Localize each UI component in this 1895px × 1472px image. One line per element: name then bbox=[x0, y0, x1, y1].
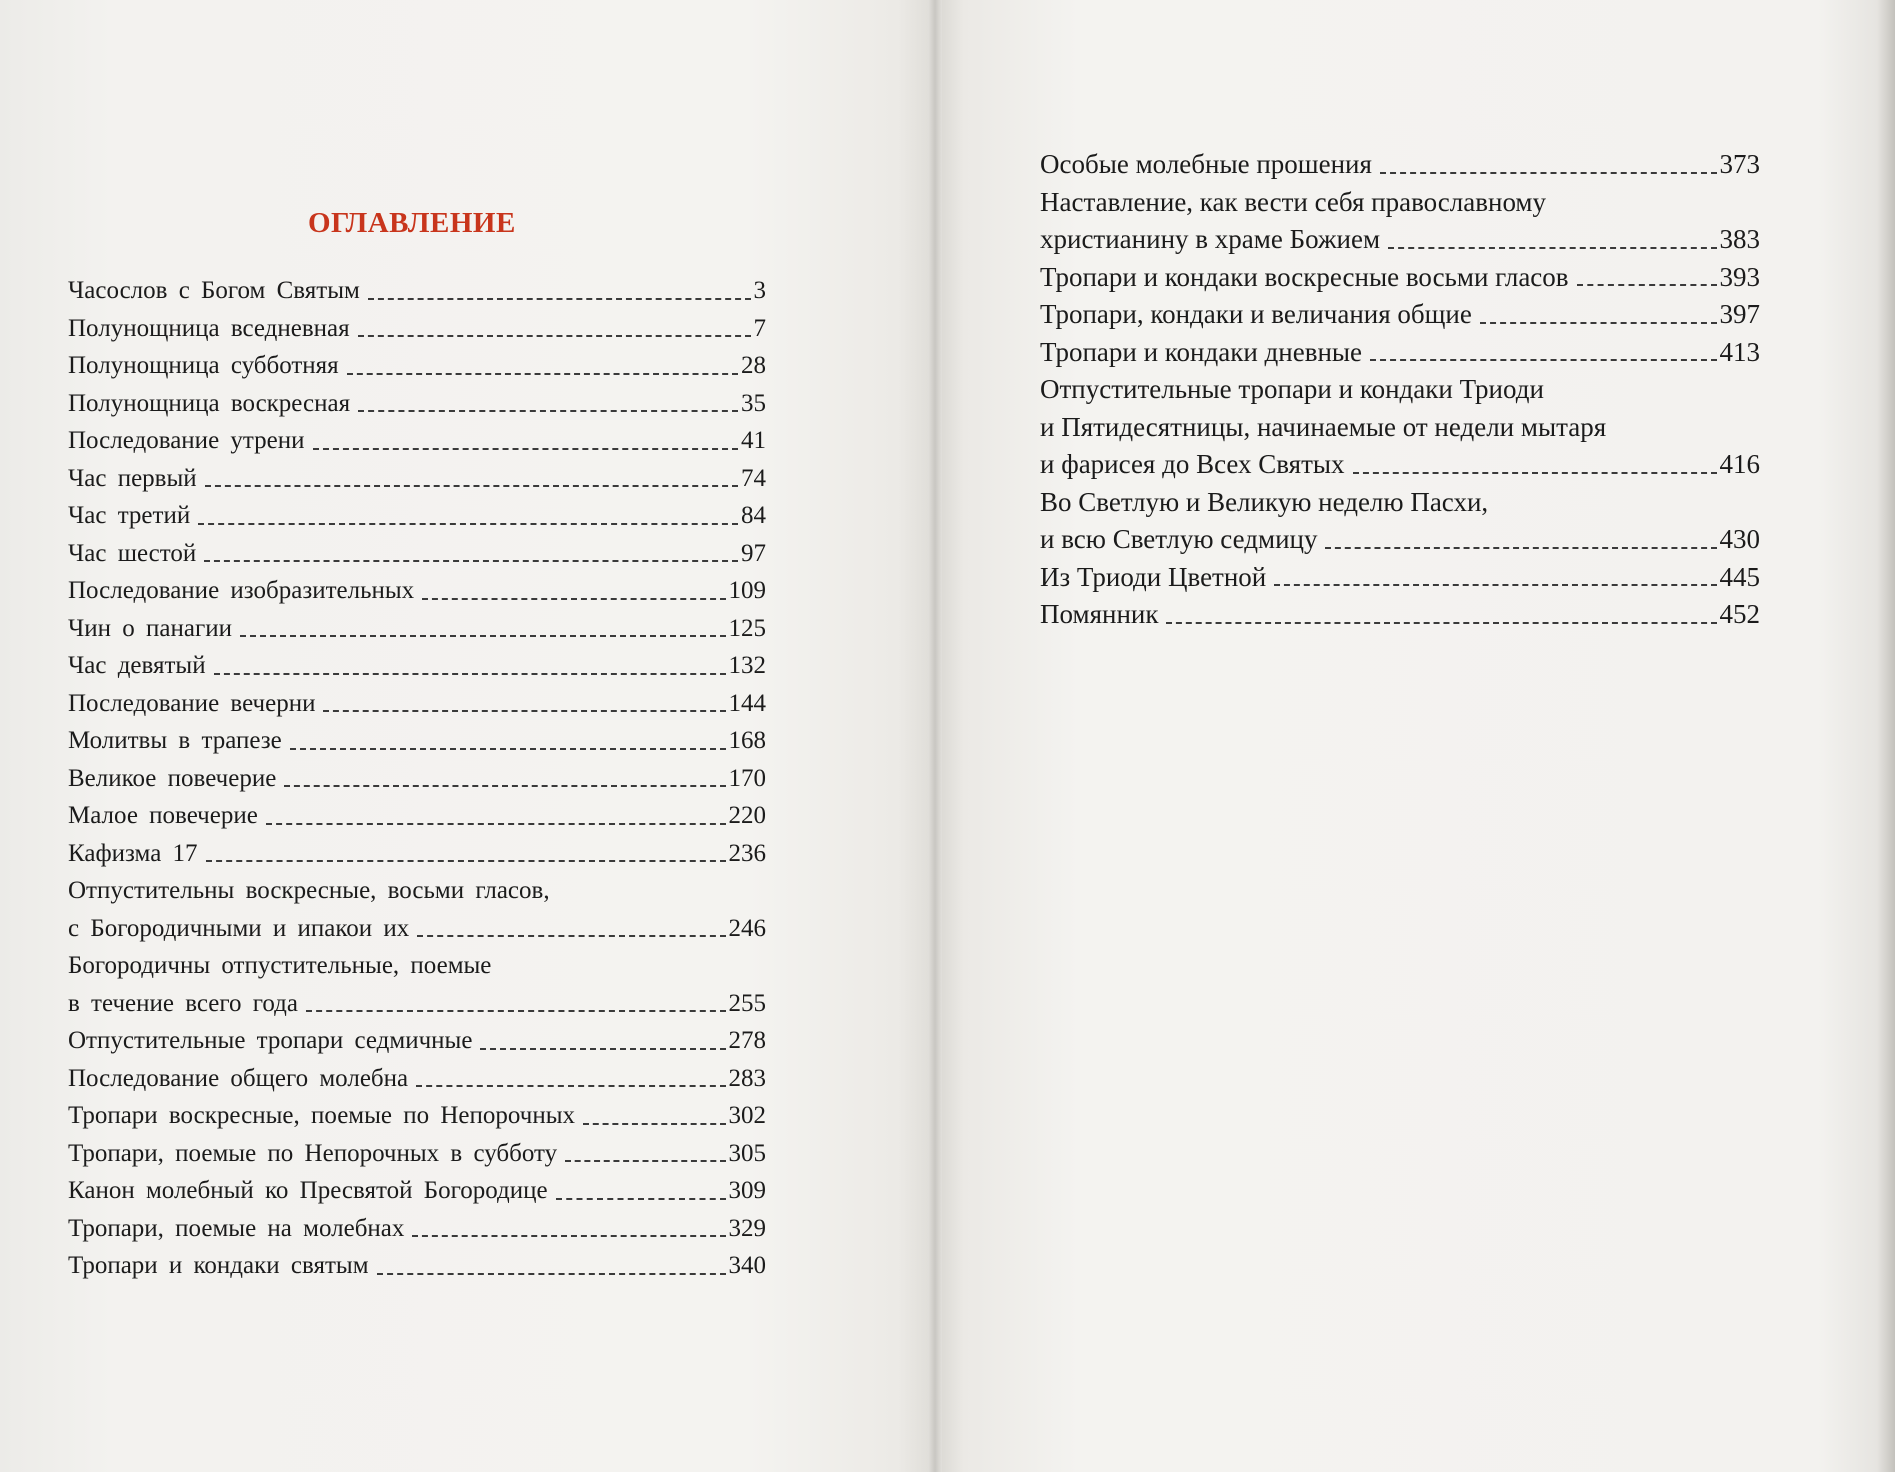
toc-entry-line bbox=[68, 1247, 766, 1285]
toc-entry bbox=[1040, 334, 1760, 372]
toc-page-number: 278 bbox=[728, 1027, 766, 1054]
toc-page-number: 3 bbox=[753, 277, 766, 304]
book-gutter bbox=[928, 0, 942, 1472]
toc-entry-line bbox=[1040, 146, 1760, 184]
toc-entry-title: Часослов с Богом Святым bbox=[68, 277, 360, 304]
toc-entry-line bbox=[68, 497, 766, 535]
toc-entry bbox=[68, 272, 766, 310]
toc-entry-line bbox=[68, 310, 766, 348]
toc-entry-title: Отпустительные тропари седмичные bbox=[68, 1027, 473, 1054]
toc-entry-title: в течение всего года bbox=[68, 989, 298, 1017]
toc-page-number: 84 bbox=[741, 502, 766, 529]
dot-leader bbox=[1380, 172, 1717, 174]
toc-page-number: 74 bbox=[741, 464, 766, 492]
toc-entry-line bbox=[68, 1210, 766, 1248]
toc-entry bbox=[68, 422, 766, 460]
toc-entry-line bbox=[68, 685, 766, 723]
dot-leader bbox=[214, 673, 726, 675]
toc-entry bbox=[68, 797, 766, 835]
toc-entry-line bbox=[68, 1172, 766, 1210]
toc-entry-title: Богородичны отпустительные, поемые bbox=[68, 952, 492, 979]
dot-leader bbox=[266, 823, 726, 825]
toc-page-number: 132 bbox=[728, 652, 766, 679]
toc-entry bbox=[1040, 596, 1760, 634]
dot-leader bbox=[206, 860, 726, 862]
toc-entry-line bbox=[1040, 446, 1760, 484]
toc-entry-title: Последование утрени bbox=[68, 427, 305, 454]
toc-entry bbox=[68, 685, 766, 723]
toc-entry bbox=[68, 497, 766, 535]
toc-entry-title: Чин о панагии bbox=[68, 614, 232, 642]
toc-page-number: 97 bbox=[741, 539, 766, 567]
dot-leader bbox=[358, 410, 738, 412]
toc-list-left bbox=[68, 272, 766, 1285]
toc-entry-line bbox=[1040, 184, 1760, 222]
dot-leader bbox=[565, 1160, 725, 1162]
toc-entry-title: Тропари, кондаки и величания общие bbox=[1040, 299, 1472, 329]
toc-title: ОГЛАВЛЕНИЕ bbox=[308, 207, 516, 240]
dot-leader bbox=[1325, 547, 1716, 549]
toc-entry bbox=[68, 647, 766, 685]
toc-entry-line bbox=[68, 1060, 766, 1098]
toc-entry-title: и фарисея до Всех Святых bbox=[1040, 449, 1345, 479]
toc-entry-line bbox=[1040, 371, 1760, 409]
toc-page-number: 302 bbox=[728, 1102, 766, 1129]
toc-entry-title: Тропари воскресные, поемые по Непорочных bbox=[68, 1102, 576, 1129]
dot-leader bbox=[290, 748, 726, 750]
toc-entry bbox=[68, 1022, 766, 1060]
dot-leader bbox=[1577, 284, 1717, 286]
toc-page-number: 246 bbox=[728, 914, 766, 942]
toc-page-number: 329 bbox=[728, 1214, 766, 1242]
toc-entry-line bbox=[68, 1135, 766, 1173]
toc-page-number: 430 bbox=[1719, 524, 1760, 554]
toc-entry-line bbox=[1040, 596, 1760, 634]
toc-page-number: 7 bbox=[753, 314, 766, 342]
toc-entry-title: Полунощница вседневная bbox=[68, 314, 350, 342]
toc-page-number: 309 bbox=[728, 1177, 766, 1204]
toc-entry-line bbox=[1040, 334, 1760, 372]
toc-entry-line bbox=[68, 610, 766, 648]
toc-entry bbox=[68, 572, 766, 610]
toc-page-number: 144 bbox=[728, 689, 766, 717]
dot-leader bbox=[205, 485, 738, 487]
toc-entry-line bbox=[68, 460, 766, 498]
toc-page-number: 305 bbox=[728, 1139, 766, 1167]
toc-page-number: 445 bbox=[1719, 561, 1760, 592]
toc-entry-line bbox=[68, 872, 766, 910]
toc-entry-line bbox=[68, 1022, 766, 1060]
toc-entry bbox=[68, 760, 766, 798]
toc-entry bbox=[1040, 296, 1760, 334]
toc-entry-title: Во Светлую и Великую неделю Пасхи, bbox=[1040, 486, 1489, 517]
toc-entry-title: Канон молебный ко Пресвятой Богородице bbox=[68, 1177, 548, 1204]
dot-leader bbox=[1353, 472, 1717, 474]
dot-leader bbox=[313, 448, 739, 450]
toc-page-number: 168 bbox=[728, 727, 766, 754]
toc-entry-line bbox=[68, 797, 766, 835]
toc-page-number: 340 bbox=[728, 1252, 766, 1279]
toc-entry-title: Последование вечерни bbox=[68, 689, 316, 717]
toc-entry bbox=[1040, 146, 1760, 184]
dot-leader bbox=[198, 523, 738, 525]
toc-entry-title: Час третий bbox=[68, 502, 191, 529]
toc-page-number: 35 bbox=[741, 389, 766, 417]
toc-entry-title: и Пятидесятницы, начинаемые от недели мытаря bbox=[1040, 411, 1607, 442]
toc-entry-title: Из Триоди Цветной bbox=[1040, 561, 1267, 592]
toc-entry bbox=[68, 835, 766, 873]
toc-entry-title: Тропари и кондаки дневные bbox=[1040, 336, 1363, 367]
toc-entry-title: Особые молебные прошения bbox=[1040, 149, 1372, 179]
toc-entry-line bbox=[68, 1097, 766, 1135]
toc-entry-title: Полунощница воскресная bbox=[68, 389, 351, 417]
dot-leader bbox=[1480, 322, 1717, 324]
toc-page-number: 373 bbox=[1719, 149, 1760, 179]
page-edge-shadow bbox=[1877, 0, 1895, 1472]
dot-leader bbox=[358, 335, 751, 337]
toc-entry-title: Тропари и кондаки воскресные восьми гласов bbox=[1040, 261, 1569, 292]
toc-entry-line bbox=[68, 272, 766, 310]
toc-entry-title: и всю Светлую седмицу bbox=[1040, 524, 1318, 554]
toc-entry bbox=[68, 722, 766, 760]
toc-page-number: 41 bbox=[741, 427, 766, 454]
toc-entry-title: Тропари, поемые на молебнах bbox=[68, 1214, 405, 1242]
toc-entry-line bbox=[68, 422, 766, 460]
toc-entry-title: Молитвы в трапезе bbox=[68, 727, 282, 754]
dot-leader bbox=[377, 1273, 726, 1275]
dot-leader bbox=[347, 373, 738, 375]
toc-entry-title: Наставление, как вести себя православному bbox=[1040, 186, 1547, 217]
toc-entry bbox=[68, 347, 766, 385]
toc-list-right bbox=[1040, 146, 1760, 634]
toc-entry bbox=[68, 872, 766, 947]
toc-entry-title: христианину в храме Божием bbox=[1040, 224, 1381, 254]
toc-entry-line bbox=[68, 985, 766, 1023]
dot-leader bbox=[323, 710, 725, 712]
dot-leader bbox=[368, 298, 751, 300]
dot-leader bbox=[1166, 622, 1716, 624]
toc-page-number: 109 bbox=[728, 577, 766, 604]
toc-page-number: 283 bbox=[728, 1064, 766, 1092]
toc-entry-line bbox=[1040, 409, 1760, 447]
toc-entry-line bbox=[68, 835, 766, 873]
toc-entry-line bbox=[68, 572, 766, 610]
dot-leader bbox=[417, 935, 725, 937]
toc-entry-line bbox=[1040, 484, 1760, 522]
toc-entry bbox=[1040, 484, 1760, 559]
toc-entry bbox=[68, 535, 766, 573]
toc-entry-title: Кафизма 17 bbox=[68, 839, 198, 867]
toc-entry-title: Тропари и кондаки святым bbox=[68, 1252, 369, 1279]
toc-entry bbox=[1040, 184, 1760, 259]
toc-entry-line bbox=[68, 947, 766, 985]
dot-leader bbox=[306, 1010, 726, 1012]
dot-leader bbox=[480, 1048, 725, 1050]
dot-leader bbox=[556, 1198, 726, 1200]
toc-entry-line bbox=[1040, 296, 1760, 334]
toc-entry-line bbox=[68, 535, 766, 573]
toc-entry-title: Помянник bbox=[1040, 599, 1159, 629]
toc-entry-title: Полунощница субботняя bbox=[68, 352, 339, 379]
toc-entry-line bbox=[68, 647, 766, 685]
toc-page-number: 28 bbox=[741, 352, 766, 379]
toc-page-number: 383 bbox=[1719, 224, 1760, 254]
toc-page-number: 397 bbox=[1719, 299, 1760, 329]
toc-entry bbox=[68, 1060, 766, 1098]
toc-entry bbox=[68, 310, 766, 348]
dot-leader bbox=[412, 1235, 725, 1237]
toc-entry bbox=[1040, 259, 1760, 297]
dot-leader bbox=[240, 635, 726, 637]
toc-entry-title: Великое повечерие bbox=[68, 764, 277, 792]
toc-page-number: 255 bbox=[728, 989, 766, 1017]
toc-entry bbox=[1040, 559, 1760, 597]
toc-entry bbox=[68, 460, 766, 498]
toc-page-number: 220 bbox=[728, 802, 766, 829]
toc-entry bbox=[68, 1247, 766, 1285]
toc-page-number: 393 bbox=[1719, 261, 1760, 292]
dot-leader bbox=[284, 785, 725, 787]
toc-page-number: 452 bbox=[1719, 599, 1760, 629]
toc-entry-title: Час шестой bbox=[68, 539, 197, 567]
toc-entry-line bbox=[1040, 259, 1760, 297]
toc-page-number: 125 bbox=[728, 614, 766, 642]
toc-entry-title: Отпустительны воскресные, восьми гласов, bbox=[68, 877, 550, 904]
toc-entry-line bbox=[68, 722, 766, 760]
toc-entry-line bbox=[1040, 559, 1760, 597]
toc-entry-line bbox=[1040, 521, 1760, 559]
toc-entry-title: с Богородичными и ипакои их bbox=[68, 914, 410, 942]
toc-entry bbox=[68, 610, 766, 648]
toc-entry bbox=[68, 947, 766, 1022]
toc-entry-line bbox=[68, 385, 766, 423]
toc-entry-line bbox=[68, 760, 766, 798]
dot-leader bbox=[1274, 584, 1716, 586]
toc-entry bbox=[1040, 371, 1760, 484]
toc-entry-title: Час первый bbox=[68, 464, 197, 492]
toc-entry bbox=[68, 1135, 766, 1173]
toc-page-number: 413 bbox=[1719, 336, 1760, 367]
toc-entry-title: Отпустительные тропари и кондаки Триоди bbox=[1040, 374, 1544, 404]
toc-page-number: 236 bbox=[728, 839, 766, 867]
toc-entry bbox=[68, 1172, 766, 1210]
toc-page-number: 170 bbox=[728, 764, 766, 792]
toc-entry bbox=[68, 1210, 766, 1248]
dot-leader bbox=[422, 598, 725, 600]
toc-entry-title: Последование изобразительных bbox=[68, 577, 415, 604]
toc-entry bbox=[68, 385, 766, 423]
dot-leader bbox=[583, 1123, 725, 1125]
toc-entry-title: Тропари, поемые по Непорочных в субботу bbox=[68, 1139, 558, 1167]
toc-entry-line bbox=[68, 910, 766, 948]
toc-entry bbox=[68, 1097, 766, 1135]
toc-page-number: 416 bbox=[1719, 449, 1760, 479]
toc-entry-line bbox=[1040, 221, 1760, 259]
dot-leader bbox=[204, 560, 738, 562]
toc-entry-title: Малое повечерие bbox=[68, 802, 258, 829]
dot-leader bbox=[1370, 359, 1716, 361]
dot-leader bbox=[416, 1085, 725, 1087]
dot-leader bbox=[1388, 247, 1716, 249]
toc-entry-line bbox=[68, 347, 766, 385]
toc-entry-title: Последование общего молебна bbox=[68, 1064, 409, 1092]
toc-entry-title: Час девятый bbox=[68, 652, 206, 679]
